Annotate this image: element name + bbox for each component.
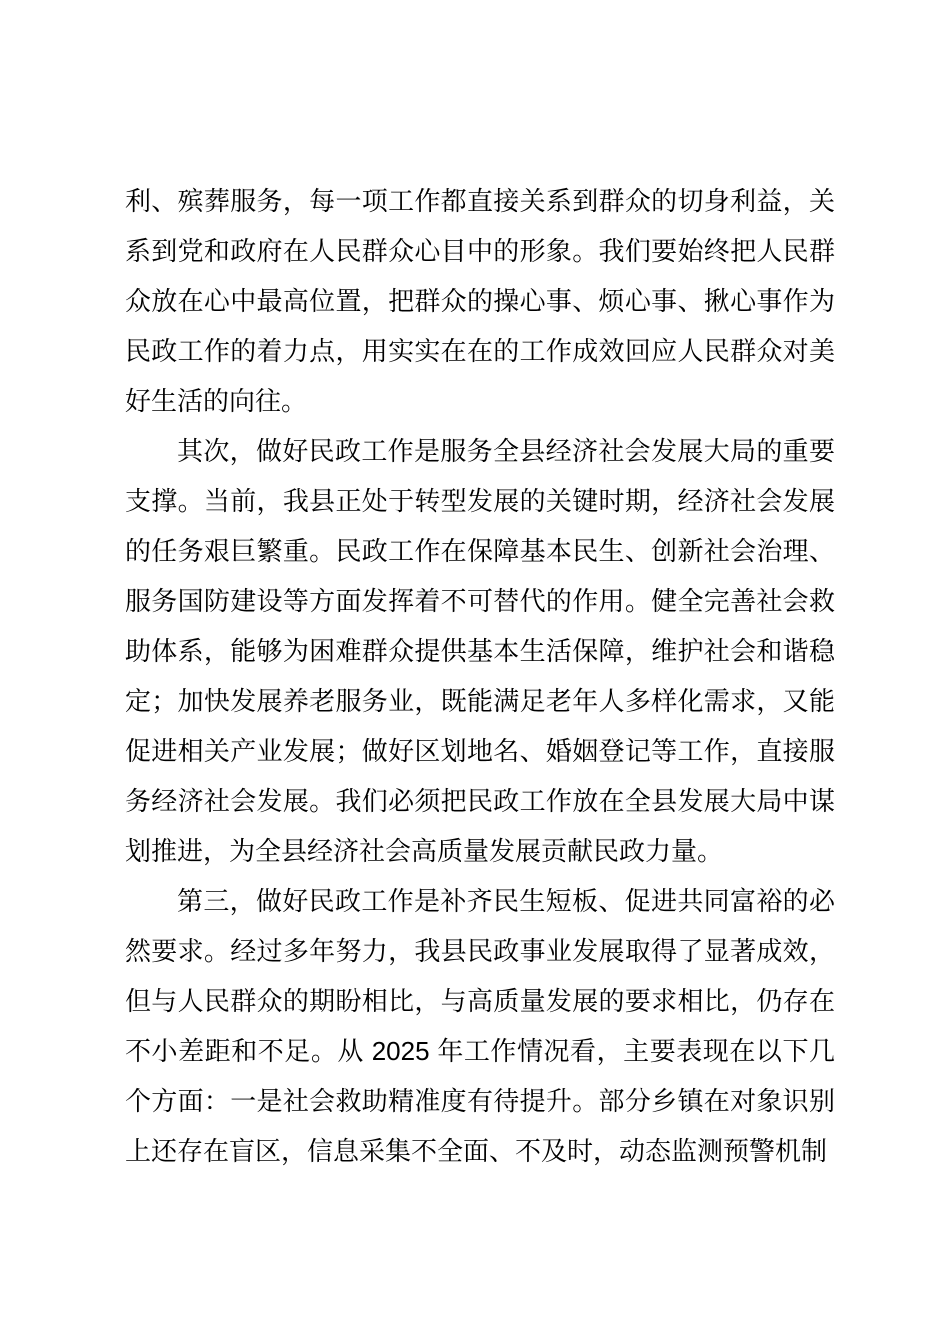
document-body	[125, 176, 835, 1176]
paragraph-third-point: 第三，做好民政工作是补齐民生短板、促进共同富裕的必然要求。经过多年努力，我县民政事业发展取得了显著成效，但与人民群众的期盼相比，与高质量发展的要求相比，仍存在不小差距和不足。从 2025 年工作情况看，主要表现在以下几个方面：一是社会救助精准度有待提升。部分乡镇在对象识别上还存在盲区，信息采集不全面、不及时，动态监测预警机制	[125, 886, 835, 1166]
paragraph-continuation: 利、殡葬服务，每一项工作都直接关系到群众的切身利益，关系到党和政府在人民群众心目中的形象。我们要始终把人民群众放在心中最高位置，把群众的操心事、烦心事、揪心事作为民政工作的着力点，用实实在在的工作成效回应人民群众对美好生活的向往。	[125, 186, 835, 416]
paragraph-second-point: 其次，做好民政工作是服务全县经济社会发展大局的重要支撑。当前，我县正处于转型发展的关键时期，经济社会发展的任务艰巨繁重。民政工作在保障基本民生、创新社会治理、服务国防建设等方面发挥着不可替代的作用。健全完善社会救助体系，能够为困难群众提供基本生活保障，维护社会和谐稳定；加快发展养老服务业，既能满足老年人多样化需求，又能促进相关产业发展；做好区划地名、婚姻登记等工作，直接服务经济社会发展。我们必须把民政工作放在全县发展大局中谋划推进，为全县经济社会高质量发展贡献民政力量。	[125, 436, 835, 866]
